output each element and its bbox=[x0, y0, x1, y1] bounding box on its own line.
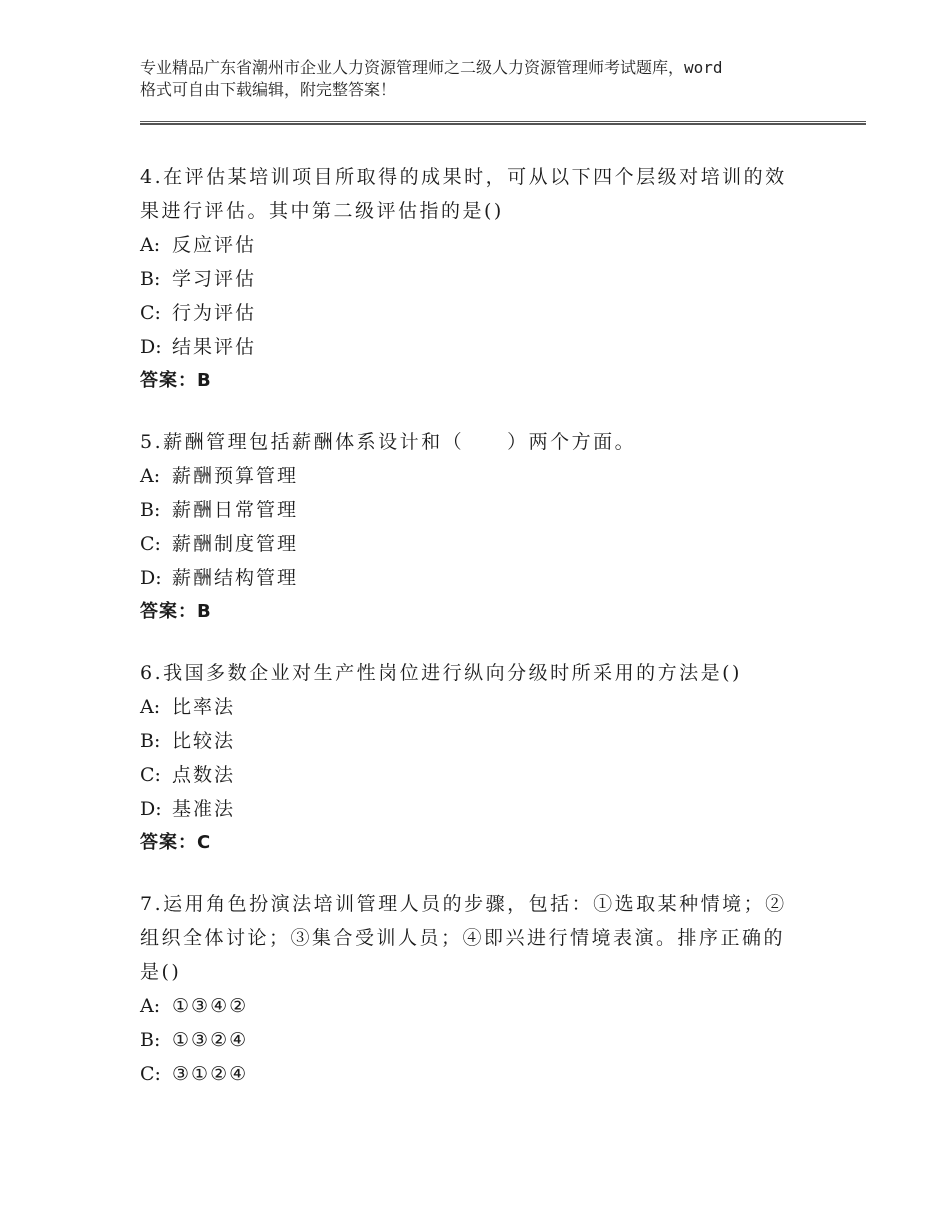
option-d bbox=[140, 561, 830, 595]
option-key: B: bbox=[140, 1029, 161, 1051]
option-c bbox=[140, 527, 830, 561]
option-text: 点数法 bbox=[172, 764, 236, 786]
question-stem-line: 4.在评估某培训项目所取得的成果时，可从以下四个层级对培训的效 bbox=[140, 166, 787, 188]
option-a bbox=[140, 228, 830, 262]
option-key: A: bbox=[140, 696, 161, 718]
option-a bbox=[140, 989, 830, 1023]
option-text: ③①②④ bbox=[172, 1063, 249, 1085]
option-text: 薪酬预算管理 bbox=[172, 465, 299, 487]
option-key: C: bbox=[140, 302, 161, 324]
option-a bbox=[140, 690, 830, 724]
question-6 bbox=[140, 656, 830, 860]
option-text: 基准法 bbox=[172, 798, 236, 820]
option-text: 结果评估 bbox=[172, 336, 257, 358]
option-key: A: bbox=[140, 995, 161, 1017]
option-c bbox=[140, 296, 830, 330]
question-stem-line: 组织全体讨论；③集合受训人员；④即兴进行情境表演。排序正确的 bbox=[140, 927, 786, 949]
option-text: 比率法 bbox=[172, 696, 236, 718]
answer-line: 答案：B bbox=[140, 370, 212, 391]
option-text: 学习评估 bbox=[172, 268, 257, 290]
question-5 bbox=[140, 425, 830, 629]
answer-line: 答案：C bbox=[140, 832, 212, 853]
option-text: 反应评估 bbox=[172, 234, 257, 256]
option-key: C: bbox=[140, 533, 161, 555]
question-stem-line: 6.我国多数企业对生产性岗位进行纵向分级时所采用的方法是() bbox=[140, 662, 742, 684]
question-4 bbox=[140, 160, 830, 398]
option-b bbox=[140, 1023, 830, 1057]
option-key: C: bbox=[140, 1063, 161, 1085]
option-text: 比较法 bbox=[172, 730, 236, 752]
option-key: D: bbox=[140, 336, 162, 358]
option-text: 行为评估 bbox=[172, 302, 257, 324]
option-text: 薪酬日常管理 bbox=[172, 499, 299, 521]
option-key: A: bbox=[140, 234, 161, 256]
header-divider bbox=[140, 121, 866, 125]
option-b bbox=[140, 262, 830, 296]
option-key: B: bbox=[140, 268, 161, 290]
header-line-1: 专业精品广东省潮州市企业人力资源管理师之二级人力资源管理师考试题库，word bbox=[140, 58, 723, 77]
document-header bbox=[140, 57, 830, 101]
option-text: 薪酬结构管理 bbox=[172, 567, 299, 589]
option-d bbox=[140, 792, 830, 826]
option-key: C: bbox=[140, 764, 161, 786]
answer-line: 答案：B bbox=[140, 601, 212, 622]
option-text: 薪酬制度管理 bbox=[172, 533, 299, 555]
option-key: A: bbox=[140, 465, 161, 487]
option-b bbox=[140, 724, 830, 758]
option-d bbox=[140, 330, 830, 364]
option-text: ①③④② bbox=[172, 995, 249, 1017]
option-a bbox=[140, 459, 830, 493]
question-stem-line: 7.运用角色扮演法培训管理人员的步骤，包括：①选取某种情境；② bbox=[140, 893, 787, 915]
question-stem-line: 果进行评估。其中第二级评估指的是() bbox=[140, 200, 504, 222]
question-stem-line: 是() bbox=[140, 961, 182, 983]
option-b bbox=[140, 493, 830, 527]
option-c bbox=[140, 758, 830, 792]
question-stem-line: 5.薪酬管理包括薪酬体系设计和（ ）两个方面。 bbox=[140, 431, 637, 453]
header-line-2: 格式可自由下载编辑，附完整答案！ bbox=[140, 80, 397, 99]
option-key: D: bbox=[140, 567, 162, 589]
question-list bbox=[140, 160, 830, 1118]
question-7 bbox=[140, 887, 830, 1091]
option-c bbox=[140, 1057, 830, 1091]
option-key: B: bbox=[140, 730, 161, 752]
option-key: D: bbox=[140, 798, 162, 820]
option-key: B: bbox=[140, 499, 161, 521]
option-text: ①③②④ bbox=[172, 1029, 249, 1051]
